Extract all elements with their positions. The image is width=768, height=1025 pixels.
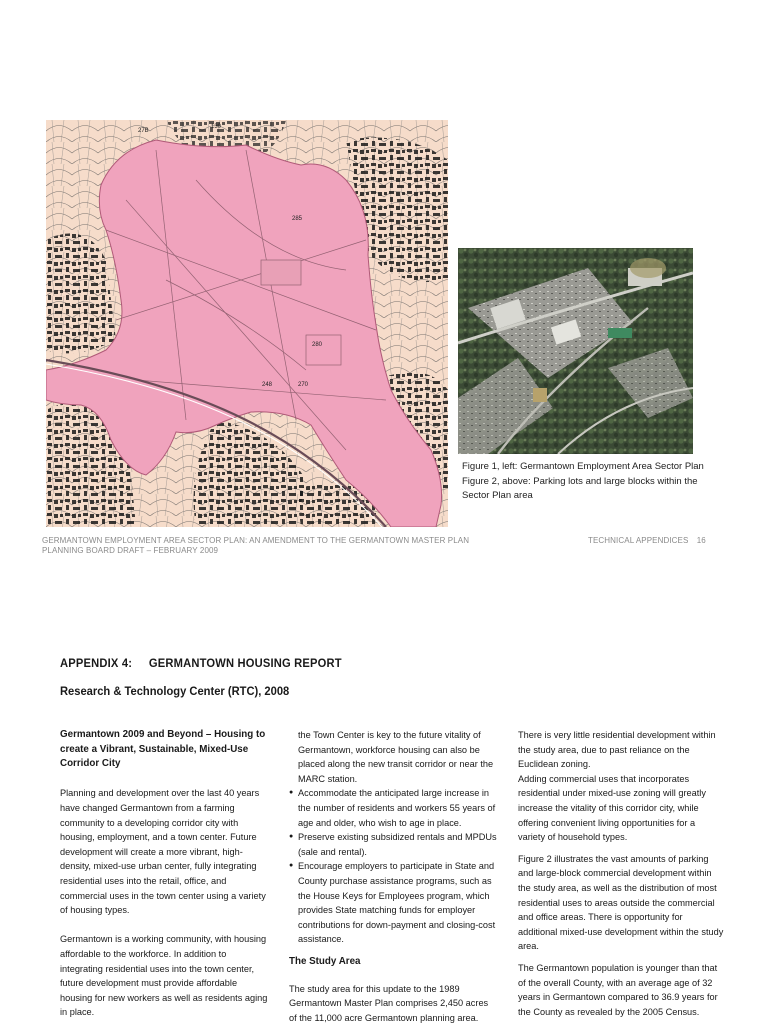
- sector-plan-map: [46, 120, 448, 527]
- heading-line: Corridor City: [60, 757, 275, 772]
- footer-document-title: GERMANTOWN EMPLOYMENT AREA SECTOR PLAN: AN AMENDMENT TO THE GERMANTOWN MASTER PLAN: [42, 536, 469, 546]
- paragraph: Figure 2 illustrates the vast amounts of parking and large-block commercial development within the study area, as well as the distribution of most residential uses to areas outside the commercial and office areas. There is opportunity for additional mixed-use development within the study area.: [518, 852, 743, 954]
- footer-draft-date: PLANNING BOARD DRAFT – FEBRUARY 2009: [42, 546, 469, 556]
- map-label: 270: [298, 382, 309, 388]
- caption-line: Figure 2, above: Parking lots and large blocks within the: [462, 475, 712, 490]
- caption-line: Sector Plan area: [462, 489, 712, 504]
- map-label: 285: [292, 216, 303, 222]
- list-item: ● Encourage employers to participate in State and County purchase assistance programs, such as the House Keys for Employees program, which provides State matching funds for employer contributions for down-payment and closing-cost assistance.: [289, 859, 504, 947]
- map-label: 130: [211, 124, 222, 130]
- heading-line: create a Vibrant, Sustainable, Mixed-Use: [60, 743, 275, 758]
- paragraph: There is very little residential development within the study area, due to past reliance on the Euclidean zoning. Adding commercial uses that incorporates residential under mixed-use zoning will greatly increase the vitality of this corridor city, while offering convenient living opportunities for a variety of household types.: [518, 728, 743, 845]
- figure-caption: [462, 460, 712, 504]
- page-number: 16: [697, 536, 706, 545]
- paragraph: The study area for this update to the 1989 Germantown Master Plan comprises 2,450 acres of the 11,000 acre Germantown planning area.: [289, 982, 504, 1025]
- bullet-list: [289, 786, 504, 947]
- paragraph: Planning and development over the last 40 years have changed Germantown from a farming community to a developing corridor city with housing, employment, and a town center. Future development will create a more vibrant, high- density, mixed-use urban center, fully integrating residential uses into the retail, office, and commercial uses in the town center using a variety of housing types.: [60, 786, 275, 917]
- page-footer-right: [588, 536, 706, 546]
- aerial-photograph: [458, 248, 693, 454]
- text-column-1: [60, 728, 275, 1020]
- section-heading: [60, 728, 275, 772]
- appendix-title: GERMANTOWN HOUSING REPORT: [149, 656, 342, 670]
- map-label: 248: [262, 382, 273, 388]
- paragraph: Germantown is a working community, with housing affordable to the workforce. In addition to integrating residential uses into the town center, future development must provide affordable housing for new workers as well as residents aging in place.: [60, 932, 275, 1020]
- paragraph: the Town Center is key to the future vitality of Germantown, workforce housing can also be placed along the new transit corridor or near the MARC station.: [289, 728, 504, 786]
- section-heading: The Study Area: [289, 955, 504, 970]
- text-column-2: [289, 728, 504, 1025]
- list-item: ● Accommodate the anticipated large increase in the number of residents and workers 55 years of age and older, who wish to age in place.: [289, 786, 504, 830]
- text-column-3: [518, 728, 743, 1019]
- page-footer-left: [42, 536, 469, 556]
- appendix-heading: [60, 656, 342, 670]
- caption-line: Figure 1, left: Germantown Employment Area Sector Plan: [462, 460, 712, 475]
- appendix-subtitle: Research & Technology Center (RTC), 2008: [60, 684, 289, 698]
- list-item: ● Preserve existing subsidized rentals and MPDUs (sale and rental).: [289, 830, 504, 859]
- heading-line: Germantown 2009 and Beyond – Housing to: [60, 728, 275, 743]
- appendix-number: APPENDIX 4:: [60, 656, 132, 670]
- map-label: 280: [312, 342, 323, 348]
- footer-section-label: TECHNICAL APPENDICES: [588, 536, 688, 545]
- paragraph: The Germantown population is younger than that of the overall County, with an average age of 32 years in Germantown compared to 36.9 years for the County as revealed by the 2005 Census.: [518, 961, 743, 1019]
- map-label: 27B: [138, 128, 149, 134]
